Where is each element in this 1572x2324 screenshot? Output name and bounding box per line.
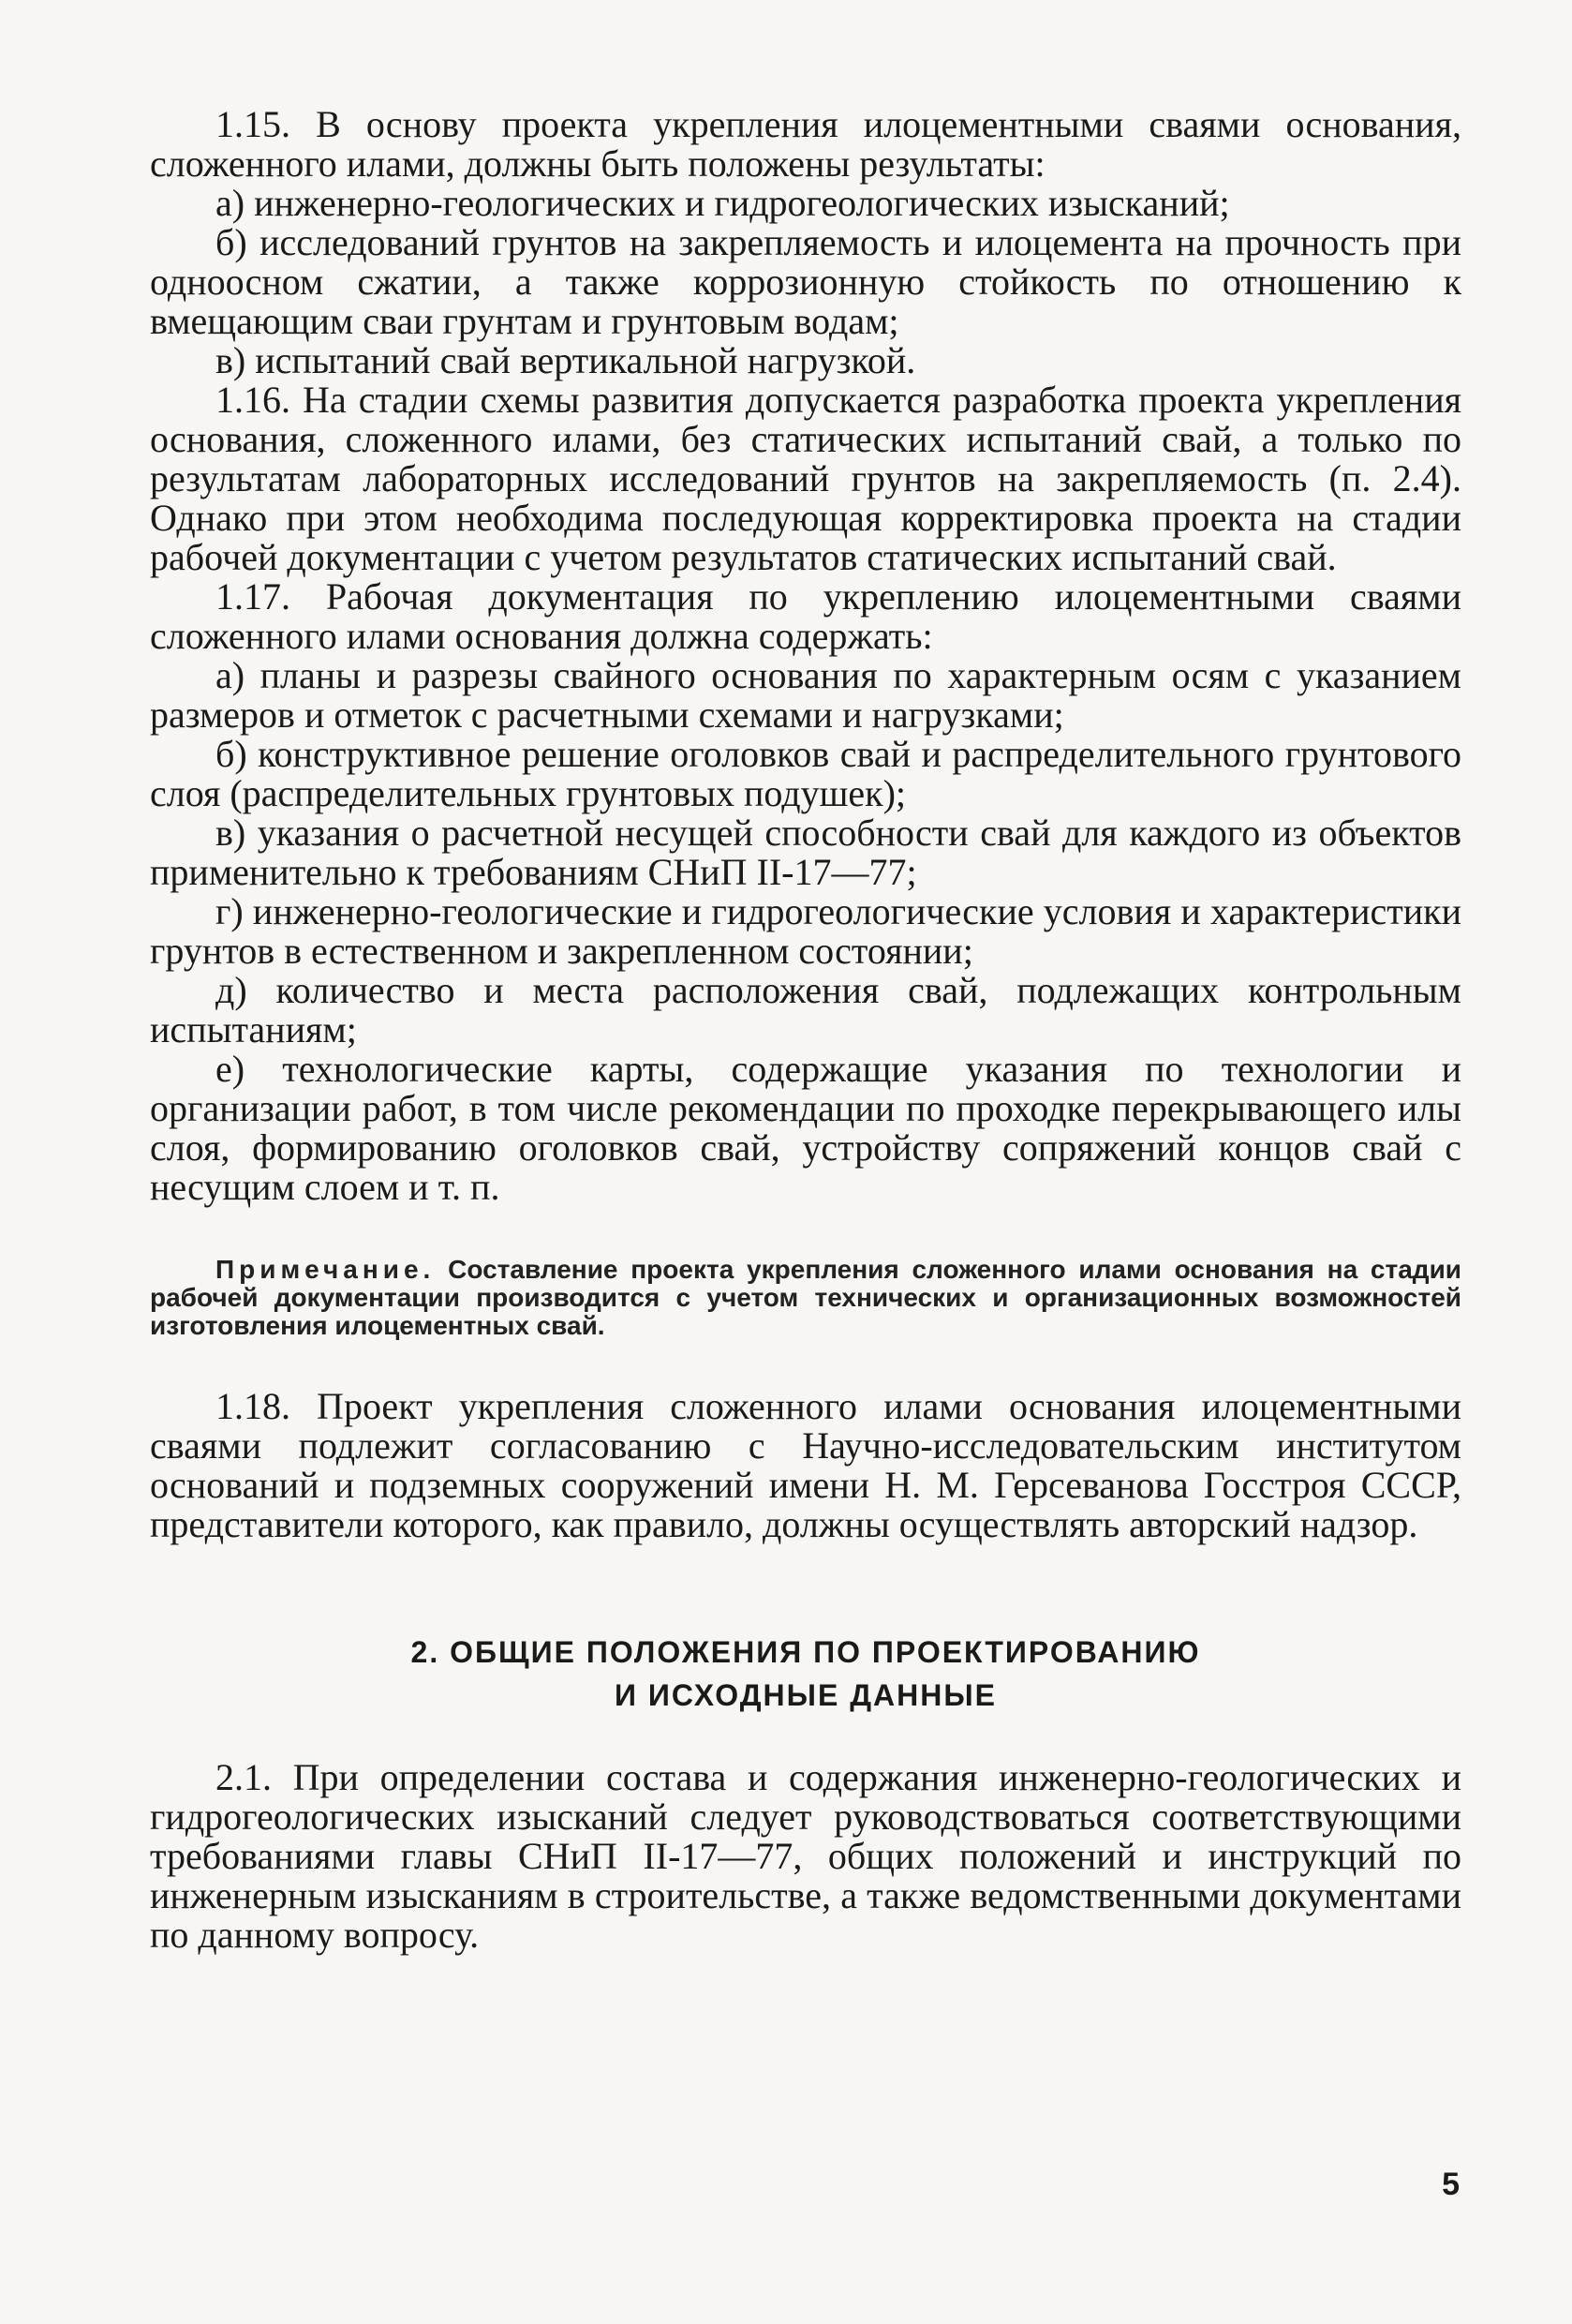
section-heading-line-1: 2. ОБЩИЕ ПОЛОЖЕНИЯ ПО ПРОЕКТИРОВАНИЮ (410, 1635, 1201, 1669)
paragraph-1-17-d: д) количество и места расположения свай, подлежащих контрольным испытаниям; (150, 969, 1461, 1050)
paragraph-2-1: 2.1. При определении состава и содержания инженерно-геологических и гидрогеологических изысканий следует руководствоваться соответствующими требованиями главы СНиП II-17—77, общих положений и инструкций по инженерным изысканиям в строительстве, а также ведомственными документами по данному вопросу. (150, 1756, 1461, 1956)
paragraph-1-17: 1.17. Рабочая документация по укреплению илоцементными сваями сложенного илами основания должна содержать: (150, 575, 1461, 657)
note-paragraph (150, 1256, 1461, 1340)
paragraph-1-15-v: в) испытаний свай вертикальной нагрузкой. (215, 339, 916, 381)
document-page (150, 105, 1461, 1955)
note-text: Составление проекта укрепления сложенного илами основания на стадии рабочей документации производится с учетом технических и организационных возможностей изготовления илоцементных свай. (150, 1255, 1461, 1340)
paragraph-1-15: 1.15. В основу проекта укрепления илоцементными сваями основания, сложенного илами, должны быть положены результаты: (150, 103, 1461, 185)
paragraph-1-17-b: б) конструктивное решение оголовков свай и распределительного грунтового слоя (распределительных грунтовых подушек); (150, 733, 1461, 814)
paragraph-1-18: 1.18. Проект укрепления сложенного илами основания илоцементными сваями подлежит согласованию с Научно-исследовательским институтом оснований и подземных сооружений имени Н. М. Герсеванова Госстроя СССР, представители которого, как правило, должны осуществлять авторский надзор. (150, 1385, 1461, 1545)
paragraph-1-17-e: е) технологические карты, содержащие указания по технологии и организации работ, в том числе рекомендации по проходке перекрывающего илы слоя, формированию оголовков свай, устройству сопряжений концов свай с несущим слоем и т. п. (150, 1048, 1461, 1208)
paragraph-1-16: 1.16. На стадии схемы развития допускается разработка проекта укрепления основания, сложенного илами, без статических испытаний свай, а только по результатам лабораторных исследований грунтов на закрепляемость (п. 2.4). Однако при этом необходима последующая корректировка проекта на стадии рабочей документации с учетом результатов статических испытаний свай. (150, 379, 1461, 578)
paragraph-1-15-b: б) исследований грунтов на закрепляемость и илоцемента на прочность при одноосном сжатии, а также коррозионную стойкость по отношению к вмещающим сваи грунтам и грунтовым водам; (150, 221, 1461, 342)
note-lead: Примечание. (215, 1255, 436, 1284)
paragraph-1-17-v: в) указания о расчетной несущей способности свай для каждого из объектов применительно к требованиям СНиП II-17—77; (150, 812, 1461, 893)
section-heading (150, 1631, 1461, 1717)
paragraph-1-17-g: г) инженерно-геологические и гидрогеологические условия и характеристики грунтов в естественном и закрепленном состоянии; (150, 890, 1461, 972)
section-heading-line-2: И ИСХОДНЫЕ ДАННЫЕ (614, 1678, 998, 1712)
paragraph-1-15-a: а) инженерно-геологических и гидрогеологических изысканий; (215, 182, 1230, 224)
paragraph-1-17-a: а) планы и разрезы свайного основания по характерным осям с указанием размеров и отметок с расчетными схемами и нагрузками; (150, 654, 1461, 736)
page-number: 5 (1442, 2167, 1460, 2202)
